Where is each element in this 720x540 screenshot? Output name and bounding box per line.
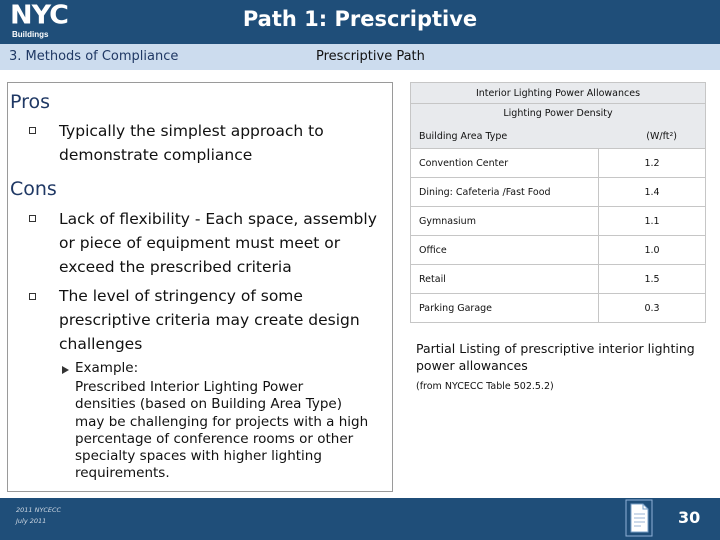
table-row: [411, 294, 706, 323]
area-cell: Parking Garage: [411, 294, 599, 323]
arrow-bullet-icon: [62, 366, 69, 374]
value-cell: 1.1: [599, 207, 706, 236]
lighting-power-table: [410, 82, 706, 323]
path-label: Prescriptive Path: [316, 49, 425, 64]
table-header: [411, 104, 706, 149]
column-header-unit: (W/ft²): [646, 131, 677, 142]
table-row: [411, 236, 706, 265]
cons-item: The level of stringency of some prescriptive criteria may create design challenges: [59, 287, 360, 353]
example-label: Example:: [75, 360, 139, 376]
cons-heading: Cons: [10, 178, 57, 200]
table-row: [411, 265, 706, 294]
slide-title: Path 1: Prescriptive: [242, 7, 478, 31]
footer-bar: [0, 498, 720, 540]
cons-item: Lack of flexibility - Each space, assembly or piece of equipment must meet or exceed the prescribed criteria: [59, 210, 377, 276]
pros-cons-panel: [7, 82, 393, 492]
value-cell: 1.0: [599, 236, 706, 265]
table-caption: Partial Listing of prescriptive interior lighting power allowances: [416, 341, 695, 373]
table-row: [411, 207, 706, 236]
header-bar: [0, 0, 720, 44]
example-text: Prescribed Interior Lighting Power densities (based on Building Area Type) may be challenging for projects with a high percentage of conference rooms or other specialty spaces with higher lighting requirements.: [75, 379, 369, 482]
square-bullet-icon: [29, 293, 36, 300]
table-row: [411, 178, 706, 207]
value-cell: 1.2: [599, 149, 706, 178]
logo-text: NYC: [10, 0, 69, 31]
pros-heading: Pros: [10, 91, 51, 113]
value-cell: 1.5: [599, 265, 706, 294]
value-cell: 0.3: [599, 294, 706, 323]
area-cell: Dining: Cafeteria /Fast Food: [411, 178, 599, 207]
area-cell: Office: [411, 236, 599, 265]
column-header-area: Building Area Type: [419, 131, 508, 142]
table-title: Interior Lighting Power Allowances: [411, 83, 706, 104]
area-cell: Gymnasium: [411, 207, 599, 236]
area-cell: Retail: [411, 265, 599, 294]
table-subtitle: Lighting Power Density: [503, 108, 613, 119]
section-label: 3. Methods of Compliance: [9, 49, 179, 64]
subheader-bar: [0, 44, 720, 70]
table-source: (from NYCECC Table 502.5.2): [416, 381, 554, 392]
logo-subtext: Buildings: [12, 30, 49, 39]
page-number: 30: [678, 508, 701, 527]
table-row: [411, 149, 706, 178]
square-bullet-icon: [29, 215, 36, 222]
value-cell: 1.4: [599, 178, 706, 207]
square-bullet-icon: [29, 127, 36, 134]
nyc-buildings-logo: [10, 0, 92, 40]
footer-edition: 2011 NYCECC July 2011: [16, 506, 62, 525]
pros-item: Typically the simplest approach to demonstrate compliance: [59, 122, 324, 164]
area-cell: Convention Center: [411, 149, 599, 178]
document-icon: [624, 498, 654, 538]
